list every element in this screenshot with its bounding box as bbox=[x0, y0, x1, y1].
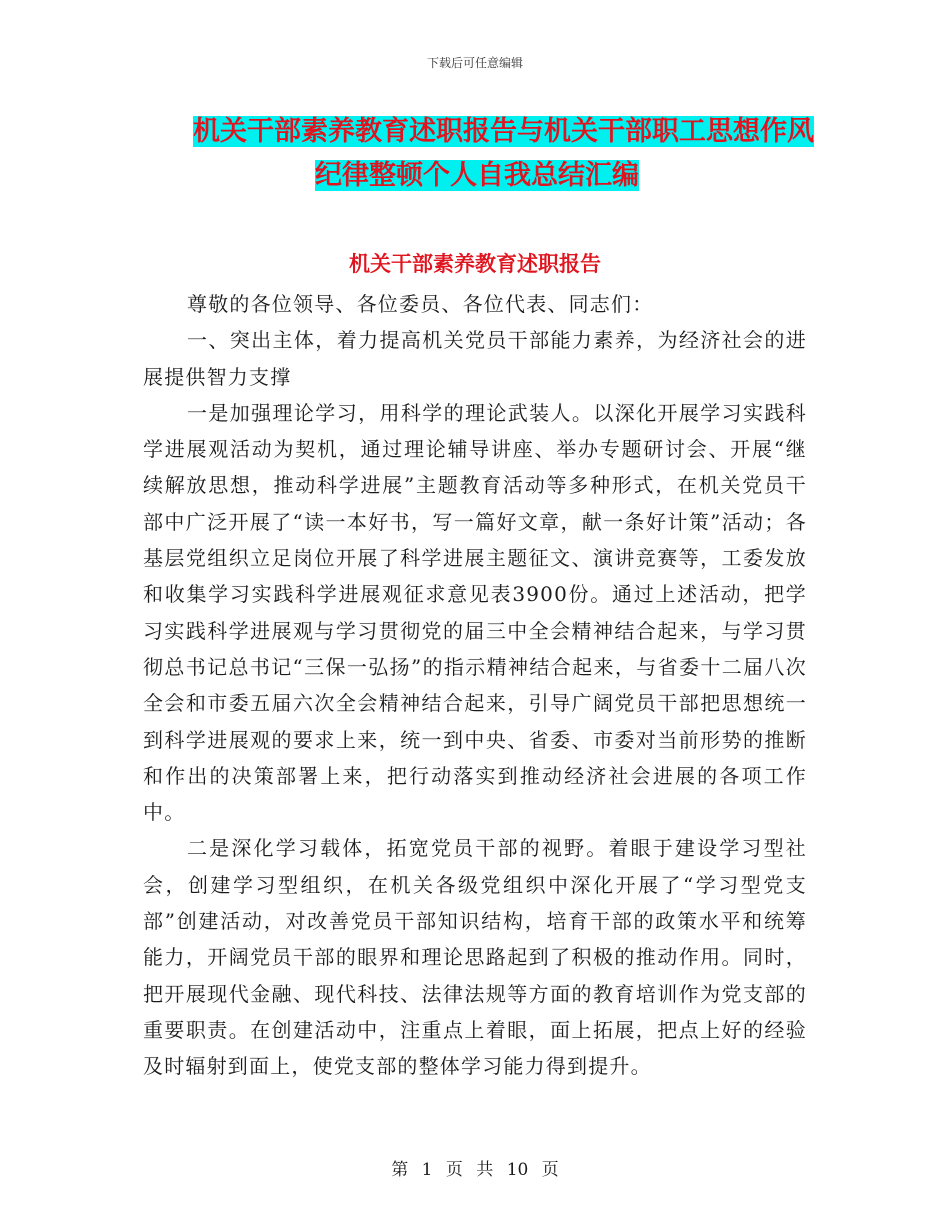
paragraph-heading-1: 一、突出主体，着力提高机关党员干部能力素养，为经济社会的进展提供智力支撑 bbox=[143, 328, 807, 389]
paragraph-study-carrier: 二是深化学习载体，拓宽党员干部的视野。着眼于建设学习型社会，创建学习型组织，在机关各级党组织中深化开展了“学习型党支部”创建活动，对改善党员干部知识结构，培育干部的政策水平和统筹能力，开阔党员干部的眼界和理论思路起到了积极的推动作用。同时，把开展现代金融、现代科技、法律法规等方面的教育培训作为党支部的重要职责。在创建活动中，注重点上着眼，面上拓展，把点上好的经验及时辐射到面上，使党支部的整体学习能力得到提升。 bbox=[143, 836, 807, 1079]
main-title-line-2-text: 纪律整顿个人自我总结汇编 bbox=[315, 160, 639, 191]
main-title-line-1 bbox=[143, 110, 814, 154]
section-title: 机关干部素养教育述职报告 bbox=[349, 252, 601, 276]
main-title-line-1-text: 机关干部素养教育述职报告与机关干部职工思想作风 bbox=[193, 116, 814, 147]
main-title bbox=[143, 110, 814, 198]
main-title-line-2 bbox=[143, 154, 807, 198]
paragraph-theory-study: 一是加强理论学习，用科学的理论武装人。以深化开展学习实践科学进展观活动为契机，通过理论辅导讲座、举办专题研讨会、开展“继续解放思想，推动科学进展”主题教育活动等多种形式，在机关党员干部中广泛开展了“读一本好书，写一篇好文章，献一条好计策”活动；各基层党组织立足岗位开展了科学进展主题征文、演讲竞赛等，工委发放和收集学习实践科学进展观征求意见表3900份。通过上述活动，把学习实践科学进展观与学习贯彻党的届三中全会精神结合起来，与学习贯彻总书记总书记“三保一弘扬”的指示精神结合起来，与省委十二届八次全会和市委五届六次全会精神结合起来，引导广阔党员干部把思想统一到科学进展观的要求上来，统一到中央、省委、市委对当前形势的推断和作出的决策部署上来，把行动落实到推动经济社会进展的各项工作中。 bbox=[143, 400, 807, 825]
body-text bbox=[143, 286, 807, 1085]
page-footer: 第 1 页 共 10 页 bbox=[391, 1160, 559, 1180]
paragraph-salutation: 尊敬的各位领导、各位委员、各位代表、同志们： bbox=[187, 292, 654, 316]
header-note: 下载后可任意编辑 bbox=[426, 56, 523, 70]
